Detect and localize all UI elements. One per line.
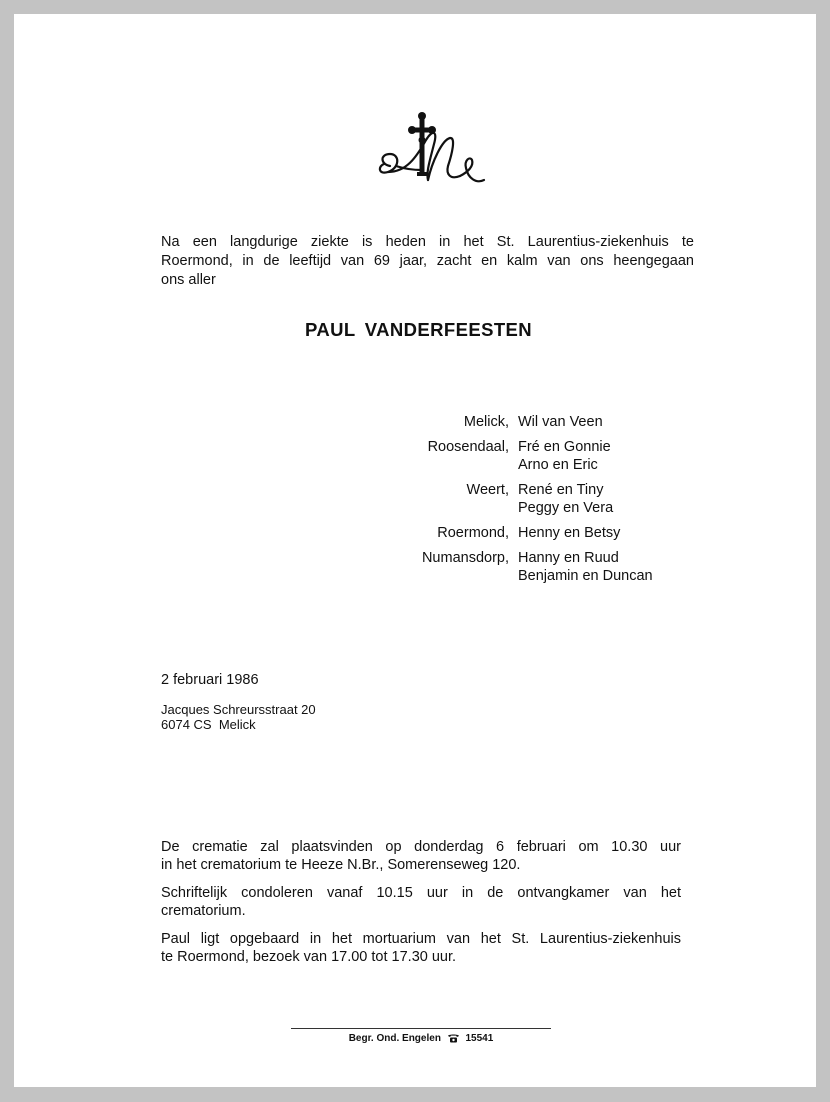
family-list (384, 413, 704, 592)
telephone-icon (447, 1033, 460, 1043)
intro-line: Roermond, in de leeftijd van 69 jaar, zacht en kalm van ons heengegaan (161, 253, 694, 269)
info-line: crematorium. (161, 903, 246, 919)
family-place: Weert, (466, 482, 509, 498)
family-row (384, 524, 704, 542)
undertaker-phone: 15541 (465, 1033, 494, 1044)
family-row (384, 481, 704, 517)
family-place: Numansdorp, (421, 550, 509, 566)
family-place: Roosendaal, (427, 439, 509, 455)
info-line: Paul ligt opgebaard in het mortuarium van het St. Laurentius-ziekenhuis (161, 931, 681, 947)
address-street: Jacques Schreursstraat 20 (161, 702, 316, 717)
family-names: Fré en Gonnie (518, 439, 611, 455)
family-names: René en Tiny (518, 482, 604, 498)
info-paragraph (161, 930, 681, 966)
family-names: Arno en Eric (518, 457, 598, 473)
undertaker-footer (291, 1033, 551, 1044)
family-row (384, 438, 704, 474)
deceased-name: PAUL VANDERFEESTEN (304, 319, 533, 340)
cross-monogram-m-icon (376, 110, 486, 198)
address-block (161, 702, 316, 732)
info-line: te Roermond, bezoek van 17.00 tot 17.30 uur. (161, 949, 457, 965)
info-paragraph (161, 884, 681, 920)
family-place: Melick, (463, 414, 509, 430)
family-names: Henny en Betsy (518, 525, 621, 541)
family-row (384, 549, 704, 585)
family-names: Benjamin en Duncan (518, 568, 653, 584)
footer-divider (291, 1028, 551, 1029)
info-line: in het crematorium te Heeze N.Br., Somerenseweg 120. (161, 857, 521, 873)
undertaker-name: Begr. Ond. Engelen (348, 1033, 441, 1044)
death-notice-card (14, 14, 816, 1087)
intro-line: ons aller (161, 272, 216, 288)
intro-line: Na een langdurige ziekte is heden in het St. Laurentius-ziekenhuis te (161, 234, 694, 250)
family-row (384, 413, 704, 431)
intro-text (161, 233, 694, 290)
info-line: De crematie zal plaatsvinden op donderdag 6 februari om 10.30 uur (161, 839, 681, 855)
family-names: Peggy en Vera (518, 500, 614, 516)
info-paragraph (161, 838, 681, 874)
family-names: Wil van Veen (518, 414, 603, 430)
family-names: Hanny en Ruud (518, 550, 619, 566)
ceremony-info (161, 838, 681, 976)
address-city: 6074 CS Melick (161, 717, 256, 732)
notice-date: 2 februari 1986 (161, 672, 259, 688)
info-line: Schriftelijk condoleren vanaf 10.15 uur in de ontvangkamer van het (161, 885, 681, 901)
family-place: Roermond, (437, 525, 509, 541)
